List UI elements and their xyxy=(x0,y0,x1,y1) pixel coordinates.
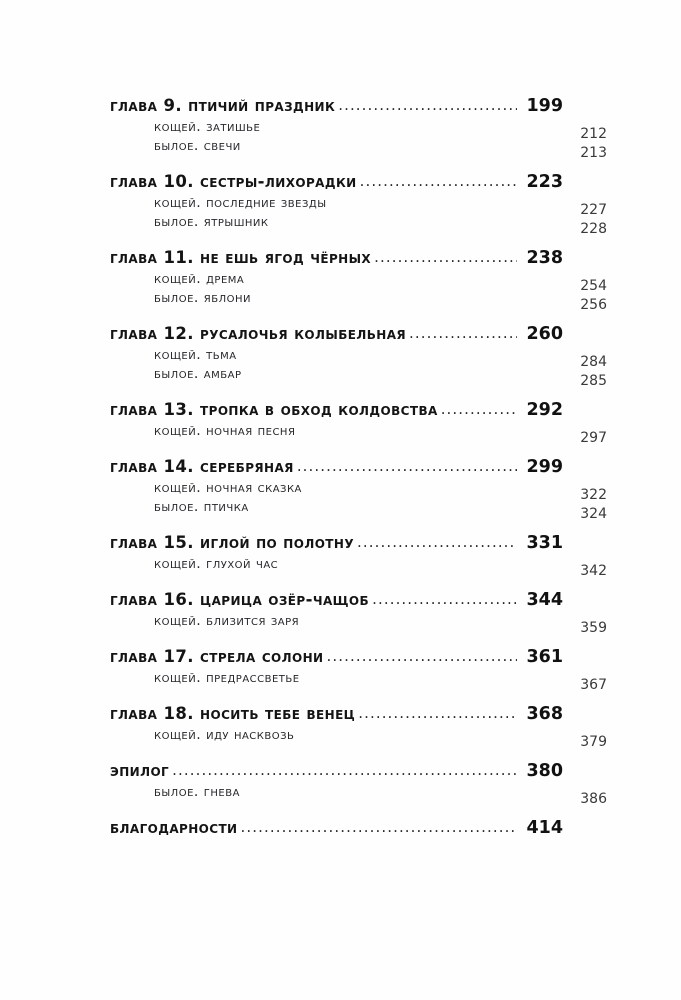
toc-chapter-row[interactable] xyxy=(110,647,563,667)
toc-dot-leader xyxy=(409,326,517,341)
toc-sub-row[interactable] xyxy=(110,138,607,161)
toc-chapter-label: глава 9. птичий праздник xyxy=(110,95,336,115)
toc-page-number: 331 xyxy=(526,533,563,553)
toc-chapter-row[interactable] xyxy=(110,818,563,838)
toc-sub-row[interactable] xyxy=(110,214,607,237)
toc-chapter-row[interactable] xyxy=(110,400,563,420)
toc-dot-leader xyxy=(441,402,517,417)
toc-sub-row[interactable] xyxy=(110,195,607,218)
toc-sub-label: былое. птичка xyxy=(154,499,249,515)
toc-chapter-row[interactable] xyxy=(110,590,563,610)
toc-chapter-label: благодарности xyxy=(110,817,238,837)
toc-chapter-label: глава 10. сестры-лихорадки xyxy=(110,171,357,191)
toc-sub-row[interactable] xyxy=(110,784,607,807)
toc-chapter-label: эпилог xyxy=(110,760,170,780)
toc-dot-leader xyxy=(172,763,517,778)
toc-chapter-row[interactable] xyxy=(110,533,563,553)
toc-page-number: 386 xyxy=(580,791,607,807)
toc-page-number: 368 xyxy=(526,704,563,724)
toc-sub-label: кощей. последние звезды xyxy=(154,195,327,211)
toc-dot-leader xyxy=(297,459,517,474)
toc-sub-label: былое. яблони xyxy=(154,290,251,306)
toc-sub-row[interactable] xyxy=(110,423,607,446)
toc-sub-row[interactable] xyxy=(110,366,607,389)
toc-sub-row[interactable] xyxy=(110,480,607,503)
toc-page-number: 367 xyxy=(580,677,607,693)
toc-chapter-row[interactable] xyxy=(110,172,563,192)
toc-page-number: 285 xyxy=(580,373,607,389)
toc-page-number: 228 xyxy=(580,221,607,237)
toc-page-number: 344 xyxy=(526,590,563,610)
toc-page-number: 260 xyxy=(526,324,563,344)
toc-chapter-label: глава 13. тропка в обход колдовства xyxy=(110,399,438,419)
toc-sub-row[interactable] xyxy=(110,613,607,636)
toc-page-number: 361 xyxy=(526,647,563,667)
toc-page-number: 322 xyxy=(580,487,607,503)
toc-page-number: 359 xyxy=(580,620,607,636)
toc-page-number: 199 xyxy=(526,96,563,116)
toc-sub-label: кощей. дрема xyxy=(154,271,245,287)
toc-page-number: 380 xyxy=(526,761,563,781)
toc-page-number: 324 xyxy=(580,506,607,522)
toc-page-number: 223 xyxy=(526,172,563,192)
toc-sub-label: кощей. близится заря xyxy=(154,613,300,629)
toc-sub-row[interactable] xyxy=(110,499,607,522)
toc-chapter-label: глава 11. не ешь ягод чёрных xyxy=(110,247,372,267)
toc-sub-label: кощей. предрассветье xyxy=(154,670,300,686)
toc-sub-label: былое. амбар xyxy=(154,366,242,382)
toc-page-number: 213 xyxy=(580,145,607,161)
toc-page-number: 297 xyxy=(580,430,607,446)
toc-page-number: 212 xyxy=(580,126,607,142)
toc-sub-row[interactable] xyxy=(110,347,607,370)
toc-chapter-label: глава 17. стрела солони xyxy=(110,646,324,666)
toc-sub-label: кощей. затишье xyxy=(154,119,261,135)
toc-chapter-row[interactable] xyxy=(110,248,563,268)
toc-chapter-row[interactable] xyxy=(110,761,563,781)
toc-page-number: 256 xyxy=(580,297,607,313)
toc-chapter-row[interactable] xyxy=(110,704,563,724)
toc-page-number: 292 xyxy=(526,400,563,420)
toc-sub-row[interactable] xyxy=(110,670,607,693)
toc-chapter-label: глава 12. русалочья колыбельная xyxy=(110,323,407,343)
toc-sub-label: былое. гнева xyxy=(154,784,240,800)
toc-sub-label: кощей. глухой час xyxy=(154,556,279,572)
toc-chapter-row[interactable] xyxy=(110,324,563,344)
toc-chapter-label: глава 16. царица озёр-чащоб xyxy=(110,589,370,609)
toc-page-number: 342 xyxy=(580,563,607,579)
toc-dot-leader xyxy=(338,98,517,113)
toc-page-number: 238 xyxy=(526,248,563,268)
toc-dot-leader xyxy=(374,250,517,265)
toc-dot-leader xyxy=(372,592,517,607)
toc-sub-row[interactable] xyxy=(110,119,607,142)
toc-chapter-row[interactable] xyxy=(110,457,563,477)
toc-chapter-row[interactable] xyxy=(110,96,563,116)
toc-dot-leader xyxy=(241,820,518,835)
toc-dot-leader xyxy=(327,649,518,664)
toc-sub-label: былое. свечи xyxy=(154,138,241,154)
toc-page-number: 284 xyxy=(580,354,607,370)
toc-page-number: 254 xyxy=(580,278,607,294)
toc-chapter-label: глава 14. серебряная xyxy=(110,456,294,476)
toc-sub-label: былое. ятрышник xyxy=(154,214,269,230)
toc-sub-row[interactable] xyxy=(110,271,607,294)
toc-sub-row[interactable] xyxy=(110,727,607,750)
toc-sub-label: кощей. ночная песня xyxy=(154,423,296,439)
toc-page-number: 299 xyxy=(526,457,563,477)
toc-page-number: 379 xyxy=(580,734,607,750)
toc-dot-leader xyxy=(360,174,517,189)
table-of-contents xyxy=(110,95,607,838)
toc-sub-label: кощей. иду насквозь xyxy=(154,727,295,743)
toc-chapter-label: глава 15. иглой по полотну xyxy=(110,532,354,552)
toc-dot-leader xyxy=(358,706,517,721)
toc-chapter-label: глава 18. носить тебе венец xyxy=(110,703,356,723)
toc-sub-label: кощей. тьма xyxy=(154,347,237,363)
toc-dot-leader xyxy=(357,535,517,550)
toc-sub-row[interactable] xyxy=(110,556,607,579)
toc-sub-row[interactable] xyxy=(110,290,607,313)
toc-page-number: 227 xyxy=(580,202,607,218)
toc-sub-label: кощей. ночная сказка xyxy=(154,480,302,496)
toc-page-number: 414 xyxy=(526,818,563,838)
